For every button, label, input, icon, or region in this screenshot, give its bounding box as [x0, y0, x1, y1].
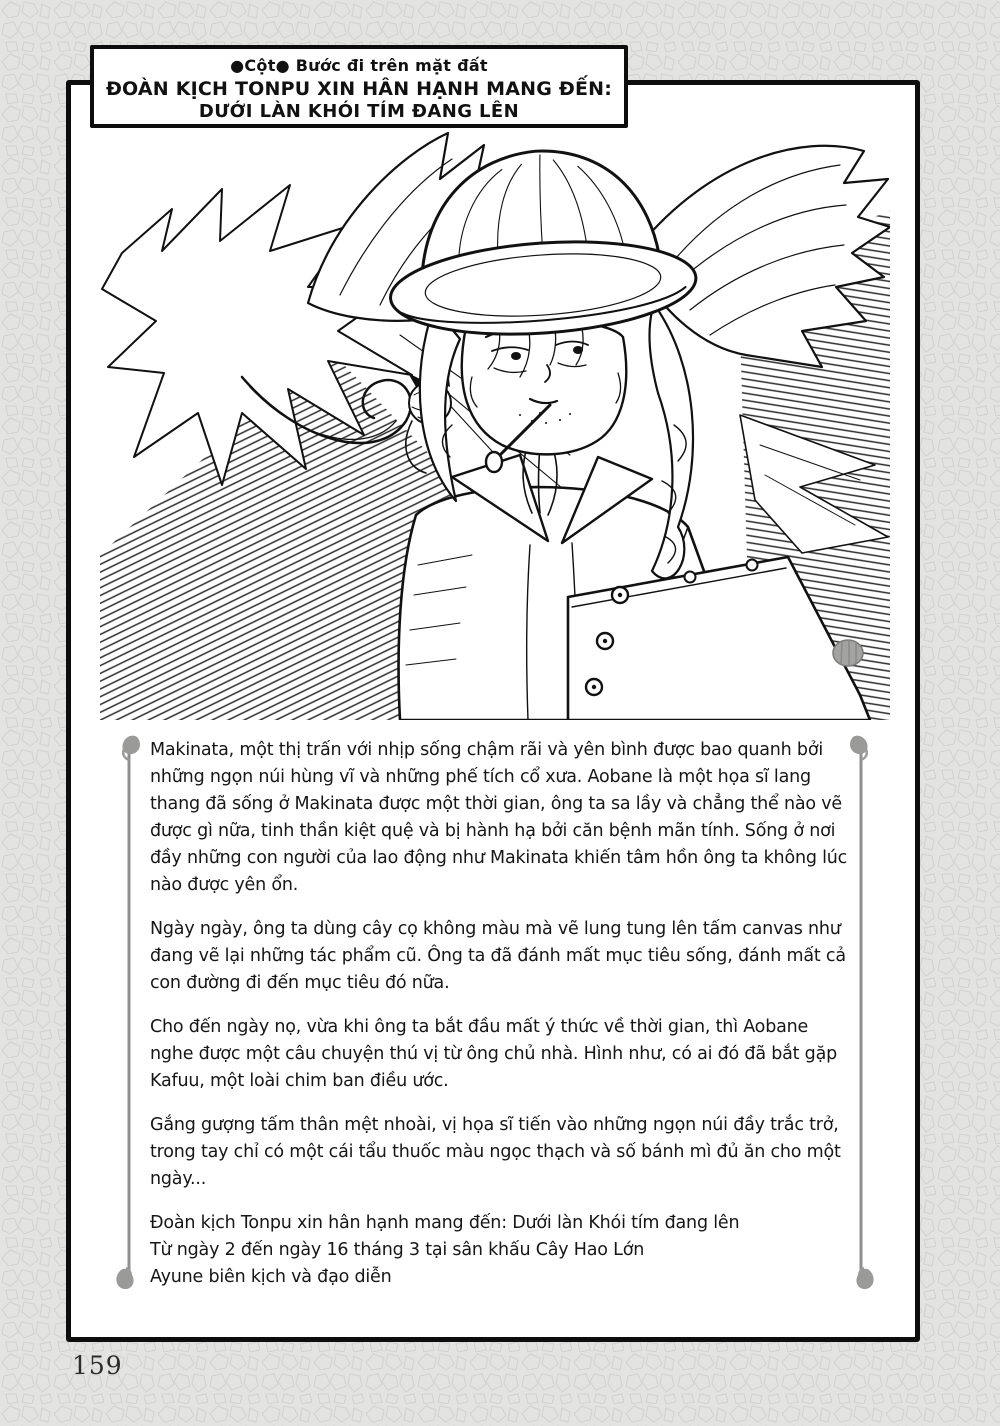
credits-block [150, 1210, 850, 1291]
page-number: 159 [72, 1351, 123, 1380]
credit-line: Đoàn kịch Tonpu xin hân hạnh mang đến: Dưới làn Khói tím đang lên [150, 1213, 740, 1233]
paragraph: Cho đến ngày nọ, vừa khi ông ta bắt đầu mất ý thức về thời gian, thì Aobane nghe được một câu chuyện thú vị từ ông chủ nhà. Hình như, có ai đó đã bắt gặp Kafuu, một loài chim ban điều ước. [150, 1017, 838, 1091]
presenter-line: ĐOÀN KỊCH TONPU XIN HÂN HẠNH MANG ĐẾN: [105, 78, 613, 100]
face [462, 319, 626, 454]
credit-line: Từ ngày 2 đến ngày 16 tháng 3 tại sân khấu Cây Hao Lớn [150, 1240, 645, 1260]
paragraph: Ngày ngày, ông ta dùng cây cọ không màu mà vẽ lung tung lên tấm canvas như đang vẽ lại những tác phẩm cũ. Ông ta đã đánh mất mục tiêu sống, đánh mất cả con đường đi đến mục tiêu đó nữa. [150, 919, 846, 993]
character-illustration [100, 125, 890, 720]
paragraph: Makinata, một thị trấn với nhịp sống chậm rãi và yên bình được bao quanh bởi những ngọn núi hùng vĩ và những phế tích cổ xưa. Aobane là một họa sĩ lang thang đã sống ở Makinata được một thời gian, ông ta sa lầy và chẳng thể nào vẽ được gì nữa, tinh thần kiệt quệ và bị hành hạ bởi căn bệnh mãn tính. Sống ở nơi đầy những con người của lao động như Makinata khiến tâm hồn ông ta không lúc nào được yên ổn. [150, 740, 848, 895]
note-pin-right-icon [848, 733, 878, 1295]
column-header-box [90, 45, 628, 128]
column-text [150, 737, 850, 1291]
play-title: DƯỚI LÀN KHÓI TÍM ĐANG LÊN [193, 101, 525, 126]
credit-line: Ayune biên kịch và đạo diễn [150, 1267, 392, 1287]
note-pin-left-icon [112, 733, 142, 1295]
column-label: ●Cột● Bước đi trên mặt đất [230, 56, 488, 75]
paragraph: Gắng gượng tấm thân mệt nhoài, vị họa sĩ tiến vào những ngọn núi đầy trắc trở, trong tay chỉ có một cái tẩu thuốc màu ngọc thạch và số bánh mì đủ ăn cho một ngày... [150, 1115, 841, 1189]
gray-blob [833, 640, 863, 666]
